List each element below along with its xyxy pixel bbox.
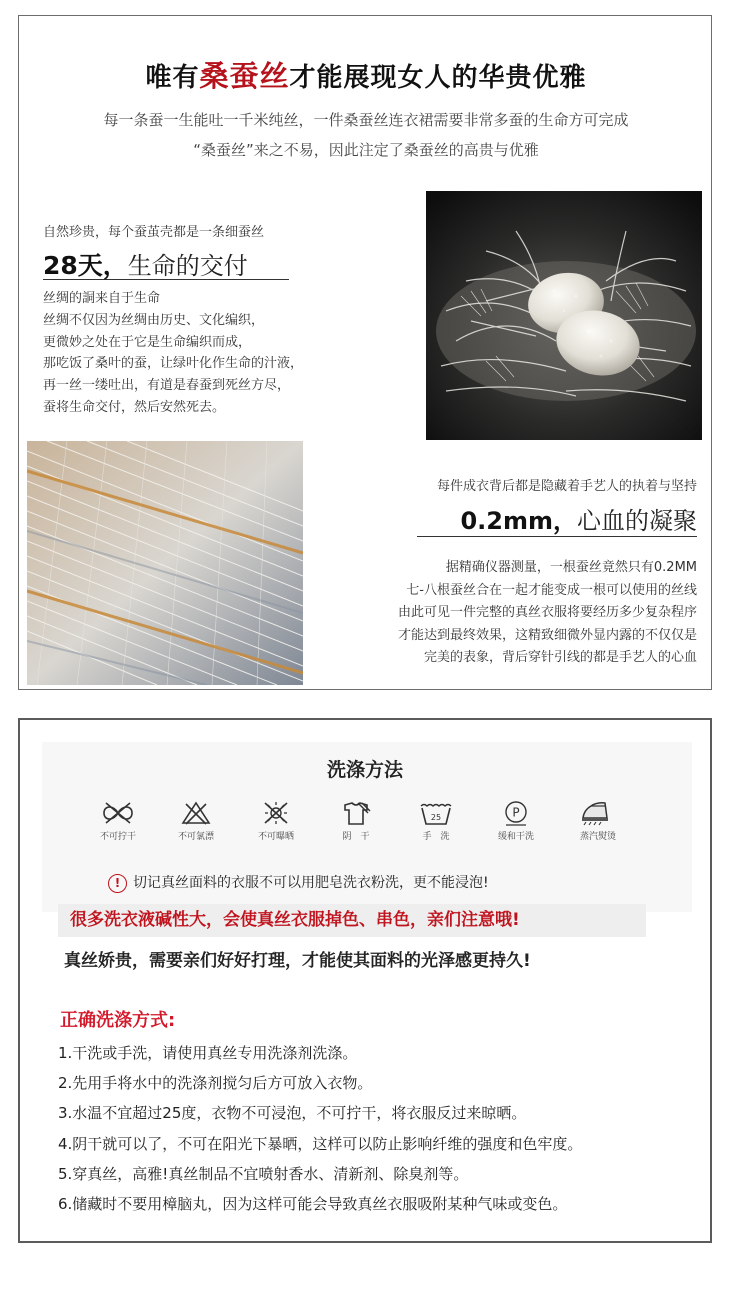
section1-line: 那吃饭了桑叶的蚕，让绿叶化作生命的汁液， [43, 356, 304, 372]
warning-line [108, 872, 489, 893]
headline-highlight: 桑蚕丝 [199, 59, 290, 93]
care-emphasis: 真丝娇贵，需要亲们好好打理，才能使其面料的光泽感更持久! [64, 951, 531, 971]
section1-heading [43, 246, 289, 280]
care-item-no-wring [78, 800, 158, 842]
alkaline-alert: 很多洗衣液碱性大，会使真丝衣服掉色、串色，亲们注意哦! [58, 904, 646, 937]
section1-caption: 自然珍贵，每个蚕茧壳都是一条细蚕丝 [43, 225, 265, 240]
section2-line: 七-八根蚕丝合在一起才能变成一根可以使用的丝线 [406, 582, 697, 598]
headline [19, 54, 712, 95]
care-label: 不可氯漂 [177, 832, 214, 842]
care-item-no-bleach [156, 800, 236, 842]
headline-suffix: 才能展现女人的华贵优雅 [289, 63, 587, 93]
section1-body [43, 288, 303, 419]
intro-description-line-2: “桑蚕丝”来之不易，因此注定了桑蚕丝的高贵与优雅 [193, 141, 539, 159]
section2-heading [417, 501, 697, 537]
silk-threads-photo [27, 441, 303, 685]
headline-prefix: 唯有 [145, 63, 200, 93]
section2-caption: 每件成衣背后都是隐藏着手艺人的执着与坚持 [436, 479, 697, 494]
section1-line: 更微妙之处在于它是生命编织而成， [43, 334, 252, 350]
method-item: 6.储藏时不要用樟脑丸，因为这样可能会导致真丝衣服吸附某种气味或变色。 [58, 1194, 568, 1213]
section2-line: 才能达到最终效果，这精致细微外显内露的不仅仅是 [397, 627, 697, 643]
care-label: 蒸汽熨烫 [579, 832, 616, 842]
method-title: 正确洗涤方式: [60, 1010, 176, 1031]
steam-iron-icon [579, 800, 617, 826]
hand-wash-icon [418, 800, 454, 826]
care-label: 手 洗 [422, 832, 450, 842]
section1-heading-number: 28天， [43, 251, 128, 280]
care-symbols-row [78, 800, 638, 850]
section2-heading-number: 0.2mm， [460, 507, 577, 535]
care-item-steam-iron [558, 800, 638, 842]
section1-line: 再一丝一缕吐出，有道是春蚕到死丝方尽， [43, 378, 291, 394]
silk-intro-panel [18, 15, 712, 690]
care-label: 阴 干 [342, 832, 370, 842]
no-wring-icon [100, 800, 136, 826]
mild-dry-clean-icon [498, 800, 534, 826]
method-item: 3.水温不宜超过25度，衣物不可浸泡，不可拧干，将衣服反过来晾晒。 [58, 1104, 527, 1123]
warning-text: 切记真丝面料的衣服不可以用肥皂洗衣粉洗，更不能浸泡! [133, 875, 489, 891]
section2-line: 由此可见一件完整的真丝衣服将要经历多少复杂程序 [397, 605, 697, 620]
intro-description-line-1: 每一条蚕一生能吐一千米纯丝，一件桑蚕丝连衣裙需要非常多蚕的生命方可完成 [103, 111, 629, 129]
care-label: 不可曝晒 [257, 832, 294, 842]
section2-heading-text: 心血的凝聚 [577, 507, 697, 535]
section1-line: 丝绸不仅因为丝绸由历史、文化编织， [43, 312, 265, 328]
washing-instructions-panel [18, 718, 712, 1243]
no-sun-dry-icon [258, 800, 294, 826]
section1-heading-text: 生命的交付 [127, 252, 248, 280]
section2-line: 完美的表象，背后穿针引线的都是手艺人的心血 [423, 650, 697, 665]
dry-clean-letter: P [512, 805, 520, 820]
section2-line: 据精确仪器测量，一根蚕丝竟然只有0.2MM [445, 560, 697, 575]
care-item-no-sun-dry [236, 800, 316, 842]
hand-wash-temperature: 25 [430, 813, 442, 822]
method-item: 1.干洗或手洗，请使用真丝专用洗涤剂洗涤。 [58, 1044, 358, 1062]
section2-body [398, 557, 697, 670]
shade-dry-icon [338, 800, 374, 826]
care-label: 不可拧干 [99, 832, 136, 842]
care-label: 缓和干洗 [497, 832, 534, 842]
cocoon-photo [426, 191, 702, 440]
no-bleach-icon [178, 800, 214, 826]
care-item-hand-wash [396, 800, 476, 842]
warning-icon: ! [108, 874, 127, 893]
method-list [58, 1042, 582, 1223]
method-item: 5.穿真丝，高雅!真丝制品不宜喷射香水、清新剂、除臭剂等。 [58, 1164, 469, 1183]
washing-title: 洗涤方法 [326, 759, 403, 781]
method-item: 4.阴干就可以了，不可在阳光下暴晒，这样可以防止影响纤维的强度和色牢度。 [58, 1134, 583, 1153]
care-item-mild-dry-clean [476, 800, 556, 842]
section1-line: 丝绸的詷来自于生命 [43, 291, 161, 306]
section1-line: 蚕将生命交付，然后安然死去。 [43, 399, 226, 415]
care-item-shade-dry [316, 800, 396, 842]
method-item: 2.先用手将水中的洗涤剂搅匀后方可放入衣物。 [58, 1074, 373, 1093]
